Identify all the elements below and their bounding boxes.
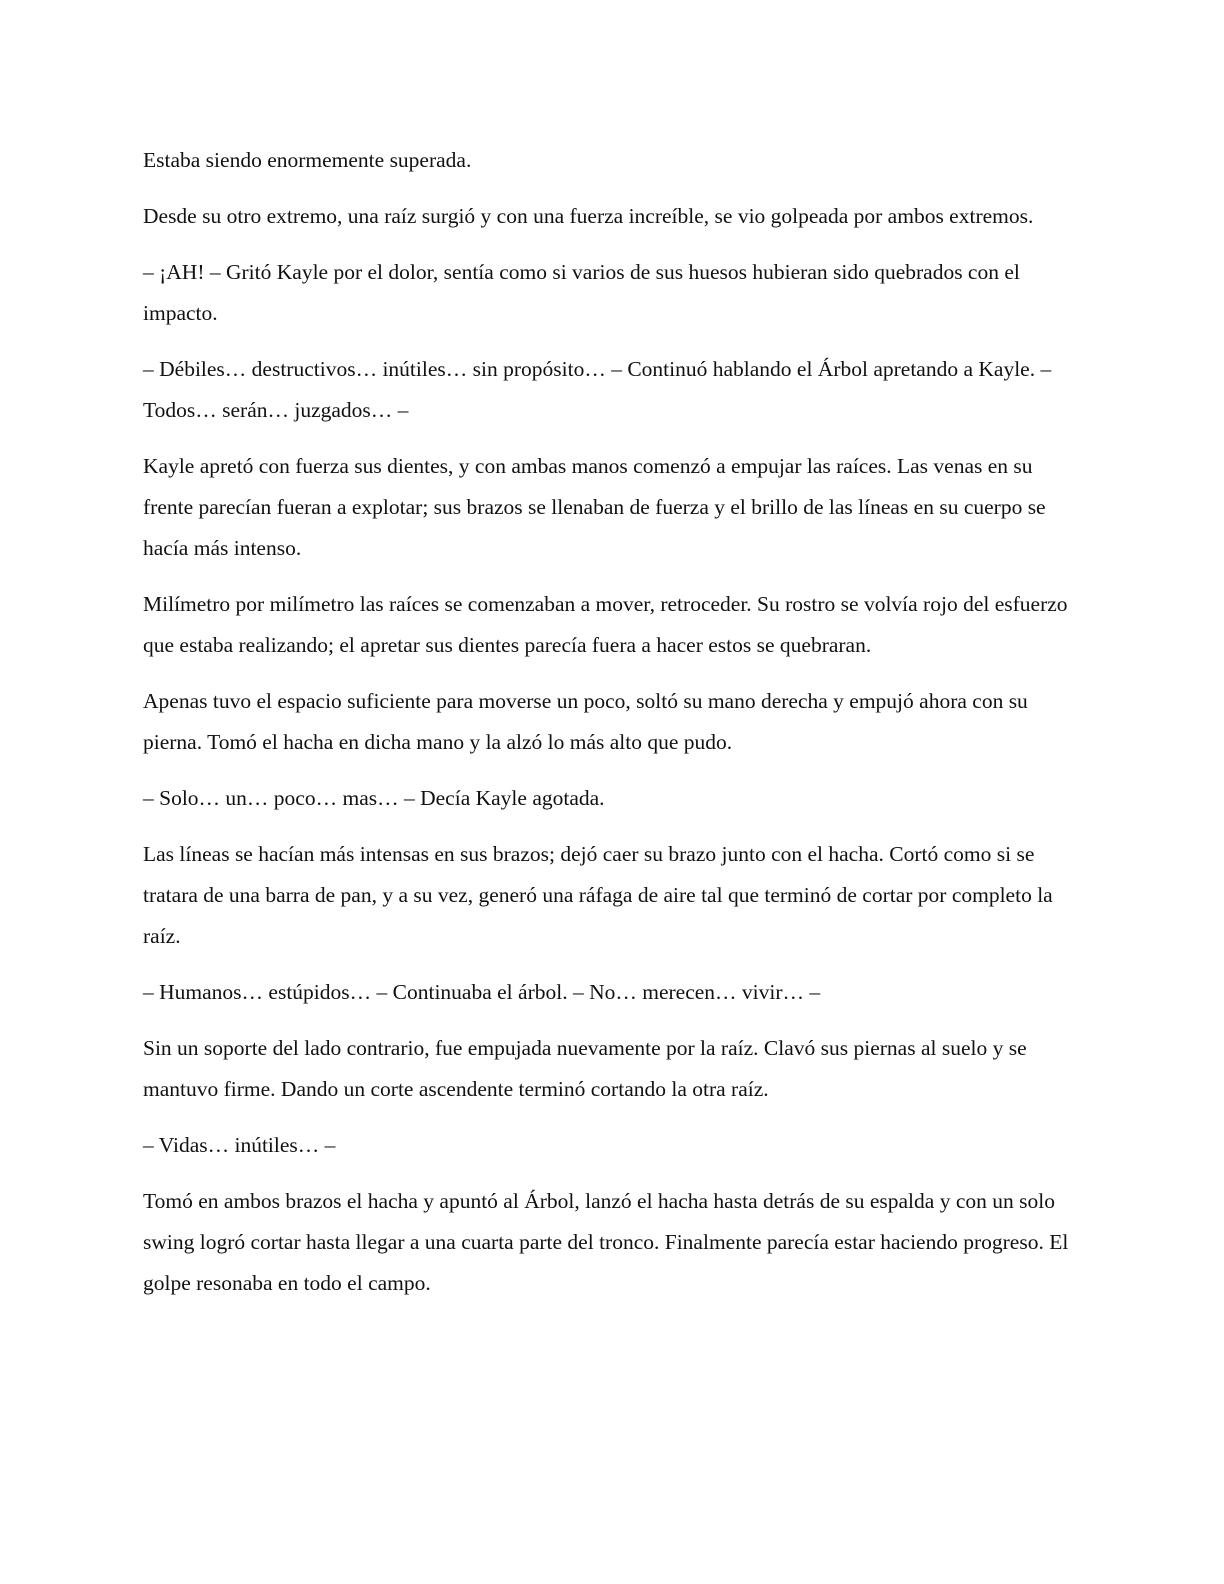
paragraph: Estaba siendo enormemente superada. [143,148,472,172]
paragraph: Apenas tuvo el espacio suficiente para moverse un poco, soltó su mano derecha y empujó ahora con su pierna. Tomó el hacha en dicha mano y la alzó lo más alto que pudo. [143,689,1028,754]
dialogue-paragraph: – Humanos… estúpidos… – Continuaba el árbol. – No… merecen… vivir… – [143,980,821,1004]
paragraph: Las líneas se hacían más intensas en sus brazos; dejó caer su brazo junto con el hacha. Cortó como si se tratara de una barra de pan, y a su vez, generó una ráfaga de aire tal que terminó de cortar por completo la raíz. [143,842,1053,948]
paragraph: Desde su otro extremo, una raíz surgió y con una fuerza increíble, se vio golpeada por ambos extremos. [143,204,1034,228]
dialogue-paragraph: – ¡AH! – Gritó Kayle por el dolor, sentía como si varios de sus huesos hubieran sido quebrados con el impacto. [143,260,1020,325]
paragraph: Tomó en ambos brazos el hacha y apuntó al Árbol, lanzó el hacha hasta detrás de su espalda y con un solo swing logró cortar hasta llegar a una cuarta parte del tronco. Finalmente parecía estar haciendo progreso. El golpe resonaba en todo el campo. [143,1189,1069,1295]
paragraph: Kayle apretó con fuerza sus dientes, y con ambas manos comenzó a empujar las raíces. Las venas en su frente parecían fueran a explotar; sus brazos se llenaban de fuerza y el brillo de las líneas en su cuerpo se hacía más intenso. [143,454,1046,560]
dialogue-paragraph: – Vidas… inútiles… – [143,1133,336,1157]
dialogue-paragraph: – Solo… un… poco… mas… – Decía Kayle agotada. [143,786,605,810]
dialogue-paragraph: – Débiles… destructivos… inútiles… sin propósito… – Continuó hablando el Árbol apretando a Kayle. – Todos… serán… juzgados… – [143,357,1052,422]
paragraph: Milímetro por milímetro las raíces se comenzaban a mover, retroceder. Su rostro se volvía rojo del esfuerzo que estaba realizando; el apretar sus dientes parecía fuera a hacer estos se quebraran. [143,592,1068,657]
paragraph: Sin un soporte del lado contrario, fue empujada nuevamente por la raíz. Clavó sus piernas al suelo y se mantuvo firme. Dando un corte ascendente terminó cortando la otra raíz. [143,1036,1027,1101]
document-page [143,140,1083,1319]
